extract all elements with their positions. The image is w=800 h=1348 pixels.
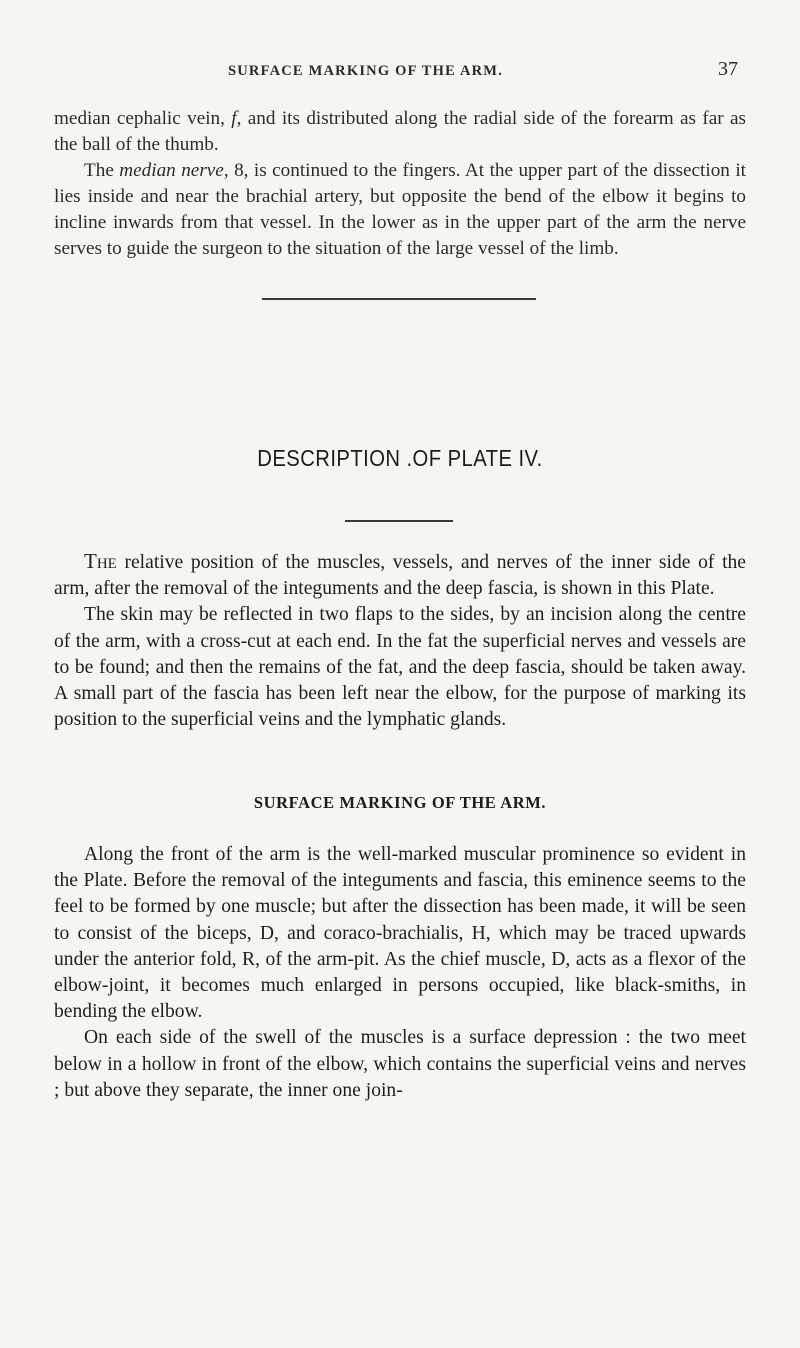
- text-run: , 8, is continued to the fingers. At the upper part of the dissection it lies inside and near the brachial artery, but opposite the bend of the elbow it begins to incline inwards from that vessel. In the lower as in the upper part of the arm the nerve serves to guide the surgeon to the situation of the large vessel of the limb.: [54, 160, 746, 259]
- surface-marking-block: [54, 842, 746, 1104]
- paragraph-skin-reflection: The skin may be reflected in two flaps to the sides, by an incision along the centre of the arm, with a cross-cut at each end. In the fat the superficial nerves and vessels are to be found; and then the remains of the fat, and the deep fascia, should be taken away. A small part of the fascia has been left near the elbow, for the purpose of marking its position to the superficial veins and the lymphatic glands.: [54, 604, 746, 731]
- paragraph-median-nerve: [54, 158, 746, 262]
- plate-title: DESCRIPTION .OF PLATE IV.: [257, 445, 543, 471]
- page-number: 37: [718, 58, 738, 80]
- title-underline-rule: [345, 520, 453, 522]
- text-run: , and its distributed along the radial side of the forearm as far as the ball of the thumb.: [54, 108, 746, 155]
- running-head: SURFACE MARKING OF THE ARM.: [228, 63, 504, 79]
- paragraph-surface-depression: On each side of the swell of the muscles is a surface depression : the two meet below in a hollow in front of the elbow, which contains the superficial veins and nerves ; but above they separate, the inner one join-: [54, 1027, 746, 1101]
- text-run: The: [84, 160, 120, 181]
- section-divider-rule: [262, 298, 536, 300]
- continued-text-block: [54, 106, 746, 262]
- text-run: relative position of the muscles, vessels, and nerves of the inner side of the arm, after the removal of the integuments and the deep fascia, is shown in this Plate.: [54, 552, 746, 600]
- text-run: median cephalic vein,: [54, 108, 232, 129]
- paragraph-front-of-arm: Along the front of the arm is the well-marked muscular prominence so evident in the Plate. Before the removal of the integuments and fascia, this eminence seems to the feel to be formed by one muscle; but after the dissection has been made, it will be seen to consist of the biceps, D, and coraco-brachialis, H, which may be traced upwards under the anterior fold, R, of the arm-pit. As the chief muscle, D, acts as a flexor of the elbow-joint, it becomes much enlarged in persons occupied, like black-smiths, in bending the elbow.: [54, 844, 746, 1023]
- italic-term: median nerve: [119, 160, 224, 181]
- section-heading: SURFACE MARKING OF THE ARM.: [253, 793, 547, 812]
- plate-description-block: [54, 548, 746, 733]
- paragraph-median-cephalic: [54, 106, 746, 158]
- small-caps-lead: The: [84, 549, 117, 573]
- paragraph-plate-intro: [54, 548, 746, 602]
- italic-label: f: [231, 108, 237, 129]
